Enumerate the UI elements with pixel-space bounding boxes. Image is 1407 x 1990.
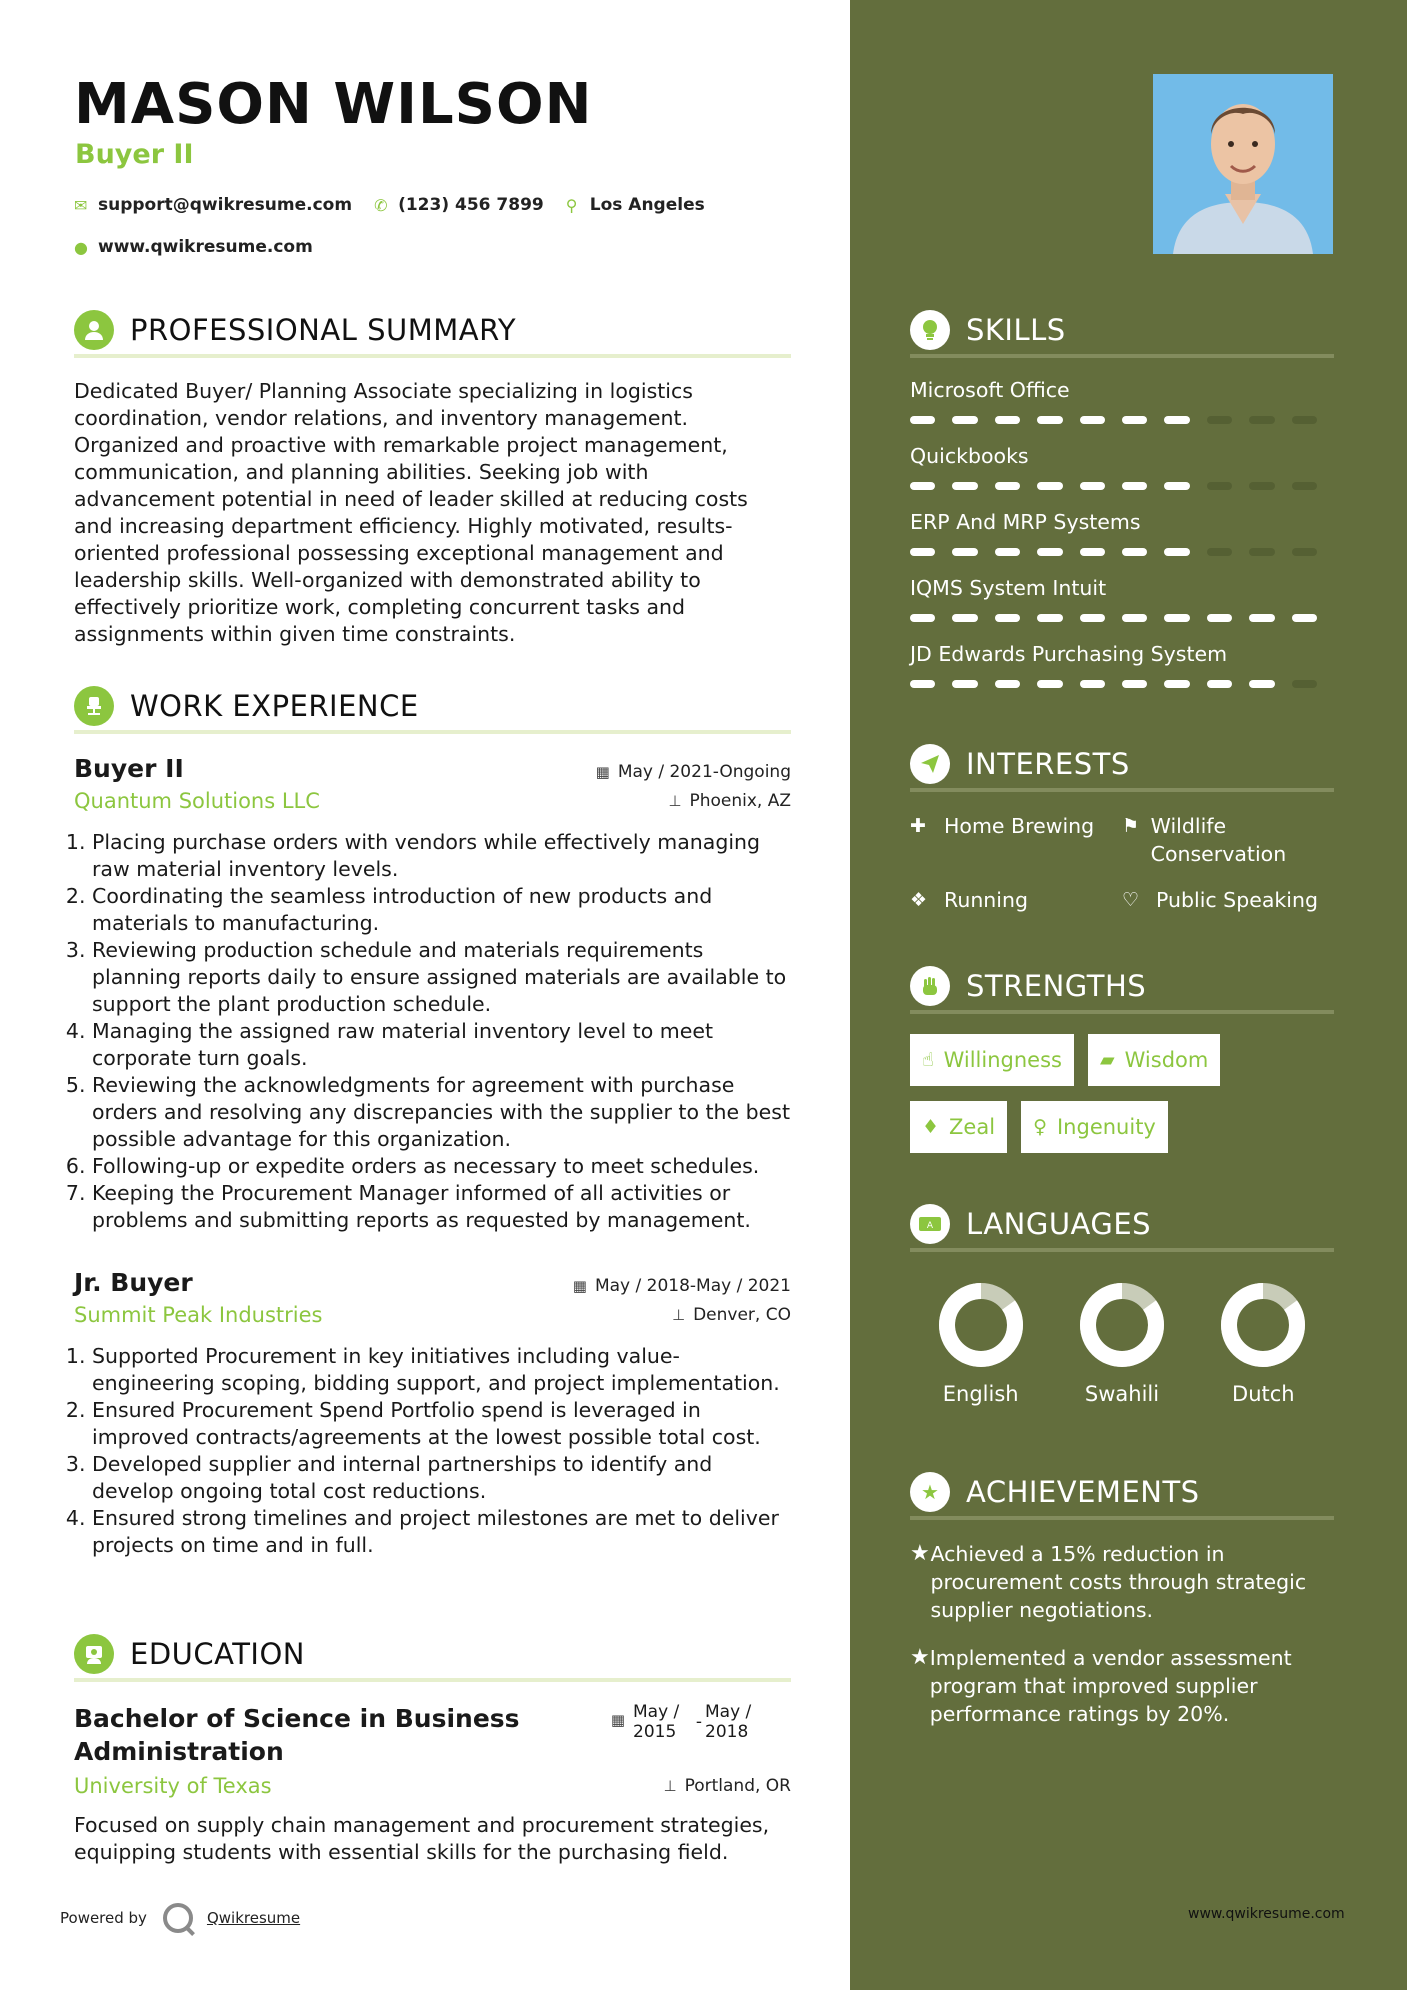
pushpin-icon: ⊥ [663,1777,677,1795]
job-bullets [74,1343,791,1559]
skill-level-dash [1122,680,1147,688]
school-location: Portland, OR [684,1776,791,1796]
skill-level-bar [910,614,1334,622]
job-entry [74,1268,791,1559]
languages-section [910,1206,1334,1406]
language-item [910,1282,1051,1406]
flag-icon: ⚑ [1122,815,1140,837]
skill-label: Quickbooks [910,444,1029,468]
skill-level-dash [1207,548,1232,556]
skill-level-dash [1292,482,1317,490]
job-entry [74,754,791,1234]
skill-level-dash [1122,548,1147,556]
location-text: Los Angeles [589,195,705,215]
skill-level-dash [995,680,1020,688]
skill-level-dash [1080,680,1105,688]
skills-section [910,312,1334,688]
skill-level-bar [910,548,1334,556]
svg-text:A: A [926,1221,934,1231]
pushpin-icon: ⊥ [672,1306,686,1324]
strength-label: Ingenuity [1056,1115,1156,1139]
interest-label: Running [944,888,1029,912]
skill-item [910,642,1334,688]
interest-item [1122,812,1334,868]
school-name: University of Texas [74,1774,272,1798]
skill-item [910,576,1334,622]
degree-title: Bachelor of Science in Business Administration [74,1704,520,1766]
hand-icon [910,966,950,1006]
pushpin-icon: ⊥ [668,792,682,810]
achievement-text: Achieved a 15% reduction in procurement costs through strategic supplier negotiations. [930,1542,1307,1622]
interest-item [1122,886,1334,914]
qwikresume-logo-icon [163,1903,193,1933]
skill-level-dash [910,680,935,688]
skill-level-dash [952,482,977,490]
skill-level-dash [1037,548,1062,556]
achievements-section [910,1474,1334,1728]
strength-label: Zeal [949,1115,996,1139]
language-label: English [942,1382,1019,1406]
strengths-title: STRENGTHS [966,969,1147,1003]
skill-level-dash [952,680,977,688]
email-text[interactable]: support@qwikresume.com [98,195,353,215]
list-item: 3. Reviewing production schedule and materials requirements planning reports daily to ensure assigned materials are available to support the plant production schedule. [92,937,791,1018]
language-proficiency-donut [938,1282,1024,1368]
skill-level-dash [1292,614,1317,622]
list-item: 3. Developed supplier and internal partnerships to identify and develop ongoing total cost reductions. [92,1451,791,1505]
strength-chip [1021,1101,1168,1153]
interest-label: Public Speaking [1156,888,1318,912]
edu-start-date: May / 2015 [633,1702,680,1742]
contact-info [74,192,727,276]
skill-level-dash [952,614,977,622]
skill-level-dash [910,614,935,622]
summary-text: Dedicated Buyer/ Planning Associate specializing in logistics coordination, vendor relations, and inventory management. Organized and proactive with remarkable project management, communication, and planning abilities. Seeking job with advancement potential in need of leader skilled at reducing costs and increasing department efficiency. Highly motivated, results-oriented professional possessing exceptional management and leadership skills. Well-organized with demonstrated ability to effectively prioritize work, completing concurrent tasks and assignments within given time constraints. [74,379,748,646]
book-icon: ▰ [1099,1049,1115,1071]
paper-plane-icon [910,744,950,784]
thumbs-up-icon: ☝ [922,1049,934,1071]
graduate-icon [74,1634,114,1674]
skill-level-dash [995,482,1020,490]
list-item: 1. Placing purchase orders with vendors while effectively managing raw material inventory levels. [92,829,791,883]
list-item: 1. Supported Procurement in key initiatives including value-engineering scoping, bidding support, and project implementation. [92,1343,791,1397]
list-item: 2. Ensured Procurement Spend Portfolio spend is leveraged in improved contracts/agreements at the lowest possible total cost. [92,1397,791,1451]
skill-level-dash [1164,614,1189,622]
paw-icon: ❖ [910,889,928,911]
skills-title: SKILLS [966,313,1066,347]
skill-item [910,378,1334,424]
skill-level-dash [1249,482,1274,490]
skill-item [910,444,1334,490]
skill-level-dash [1122,482,1147,490]
strength-chip [910,1034,1074,1086]
interests-section [910,746,1334,914]
phone-icon: ✆ [374,195,388,215]
user-icon [74,310,114,350]
list-item: 5. Reviewing the acknowledgments for agreement with purchase orders and resolving any discrepancies with the supplier to the best possible advantage for this organization. [92,1072,791,1153]
company-name: Summit Peak Industries [74,1303,323,1327]
skill-item [910,510,1334,556]
date-separator: - [695,1712,703,1732]
language-label: Dutch [1232,1382,1295,1406]
powered-by-text: Powered by [60,1909,147,1927]
office-chair-icon [74,686,114,726]
skill-level-dash [1292,416,1317,424]
list-item: 2. Coordinating the seamless introduction of new products and materials to manufacturing. [92,883,791,937]
skill-level-bar [910,680,1334,688]
job-title: Jr. Buyer [74,1268,193,1297]
lightbulb-icon: ♀ [1033,1116,1047,1138]
strength-label: Willingness [943,1048,1062,1072]
skill-level-dash [910,482,935,490]
calendar-icon: ▦ [610,1711,625,1729]
skill-level-dash [1037,482,1062,490]
skill-level-dash [910,548,935,556]
interest-item [910,812,1122,868]
skill-label: JD Edwards Purchasing System [910,642,1228,666]
sidebar [850,0,1407,1990]
job-title: Buyer II [74,754,184,783]
skill-level-dash [910,416,935,424]
achievement-text: Implemented a vendor assessment program that improved supplier performance ratings by 20%. [929,1646,1292,1726]
skill-label: ERP And MRP Systems [910,510,1141,534]
language-item [1051,1282,1192,1406]
job-location: Phoenix, AZ [689,791,791,811]
profile-photo [1153,74,1333,254]
language-proficiency-donut [1220,1282,1306,1368]
phone-text[interactable]: (123) 456 7899 [398,195,544,215]
strength-chip [910,1101,1007,1153]
list-item: 7. Keeping the Procurement Manager informed of all activities or problems and submitting reports as requested by management. [92,1180,791,1234]
calendar-icon: ▦ [595,763,610,781]
star-icon: ★ [910,1472,950,1512]
skill-level-dash [1122,614,1147,622]
footer-site[interactable]: www.qwikresume.com [1188,1906,1345,1922]
skill-level-dash [952,548,977,556]
skill-level-bar [910,482,1334,490]
skill-level-dash [1292,548,1317,556]
skill-level-dash [1249,680,1274,688]
achievement-item [910,1540,1334,1624]
job-location: Denver, CO [693,1305,791,1325]
map-pin-icon: ⚲ [565,195,578,215]
experience-title: WORK EXPERIENCE [130,689,419,723]
skill-level-dash [1080,614,1105,622]
education-title: EDUCATION [130,1637,306,1671]
languages-title: LANGUAGES [966,1207,1152,1241]
job-dates: May / 2021-Ongoing [617,762,791,782]
calendar-icon: ▦ [572,1277,587,1295]
brand-link[interactable]: Qwikresume [206,1909,301,1927]
skill-level-dash [1249,614,1274,622]
skill-level-dash [995,548,1020,556]
strength-label: Wisdom [1124,1048,1209,1072]
education-description: Focused on supply chain management and procurement strategies, equipping students with essential skills for the purchasing field. [74,1813,770,1864]
list-item: 4. Ensured strong timelines and project milestones are met to deliver projects on time and in full. [92,1505,791,1559]
skill-level-dash [1080,416,1105,424]
skill-level-dash [1249,548,1274,556]
company-name: Quantum Solutions LLC [74,789,320,813]
strengths-section [910,968,1334,1168]
skill-level-dash [1037,680,1062,688]
skill-level-dash [952,416,977,424]
skill-label: IQMS System Intuit [910,576,1107,600]
job-dates: May / 2018-May / 2021 [594,1276,791,1296]
shooting-star-icon: ★ [910,1541,930,1566]
summary-title: PROFESSIONAL SUMMARY [130,313,517,347]
candidate-role: Buyer II [75,139,194,170]
skill-level-dash [1292,680,1317,688]
language-icon [910,1204,950,1244]
skill-level-dash [1164,416,1189,424]
achievements-title: ACHIEVEMENTS [966,1475,1200,1509]
edu-end-date: May / 2018 [705,1702,752,1742]
skill-level-dash [1207,482,1232,490]
skill-level-dash [1207,416,1232,424]
skill-level-dash [1164,482,1189,490]
skill-level-dash [1080,482,1105,490]
language-proficiency-donut [1079,1282,1165,1368]
strength-chip [1088,1034,1220,1086]
education-section [74,1636,791,1866]
lightbulb-icon [910,310,950,350]
skill-level-dash [1207,614,1232,622]
website-text[interactable]: www.qwikresume.com [98,237,313,257]
summary-section [74,312,791,648]
skill-level-dash [1037,614,1062,622]
skill-level-dash [1037,416,1062,424]
skill-level-bar [910,416,1334,424]
skill-level-dash [1249,416,1274,424]
interest-label: Wildlife Conservation [1150,814,1287,866]
skill-level-dash [1080,548,1105,556]
interest-item [910,886,1122,914]
shooting-star-icon: ★ [910,1645,930,1670]
skill-level-dash [1164,680,1189,688]
skill-level-dash [1207,680,1232,688]
envelope-icon: ✉ [74,195,88,215]
candidate-name: MASON WILSON [74,72,593,137]
language-label: Swahili [1084,1382,1160,1406]
language-item [1193,1282,1334,1406]
experience-section [74,688,791,1559]
list-item: 6. Following-up or expedite orders as necessary to meet schedules. [92,1153,791,1180]
globe-icon: ● [74,237,88,257]
footer-branding [60,1903,300,1933]
fire-icon: ♦ [922,1116,940,1138]
puzzle-icon: ✚ [910,815,926,837]
skill-label: Microsoft Office [910,378,1070,402]
skill-level-dash [995,416,1020,424]
skill-level-dash [995,614,1020,622]
job-bullets [74,829,791,1234]
achievement-item [910,1644,1334,1728]
interests-title: INTERESTS [966,747,1130,781]
skill-level-dash [1164,548,1189,556]
heartbeat-icon: ♡ [1122,889,1140,911]
interest-label: Home Brewing [944,814,1095,838]
skill-level-dash [1122,416,1147,424]
list-item: 4. Managing the assigned raw material inventory level to meet corporate turn goals. [92,1018,791,1072]
